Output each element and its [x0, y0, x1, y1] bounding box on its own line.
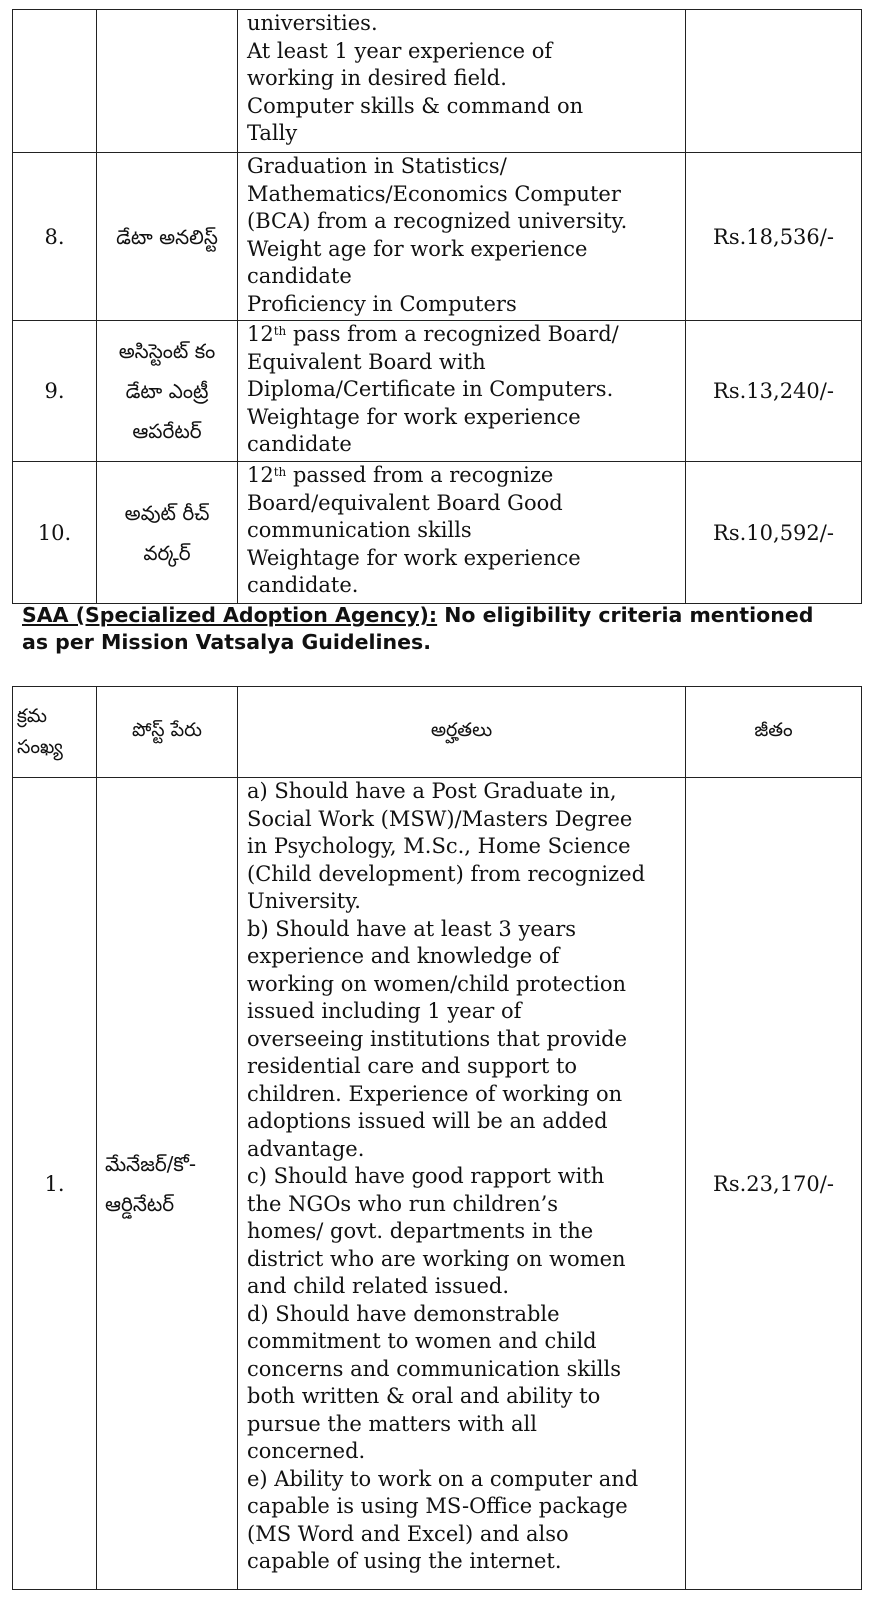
qualification-text: passed from a recognize: [286, 463, 554, 487]
qualification-line: both written & oral and ability to: [247, 1384, 601, 1408]
salary-cell: [686, 10, 862, 153]
qualification-line: a) Should have a Post Graduate in,: [247, 779, 617, 803]
post-name-cell: [97, 778, 238, 1590]
qualification-line: [247, 462, 681, 490]
qualification-line: c) Should have good rapport with: [247, 1164, 605, 1188]
posts-table-continued: [12, 9, 862, 604]
qualification-line: the NGOs who run children’s: [247, 1191, 559, 1216]
header-qualifications: అర్హతలు: [238, 687, 686, 778]
table-row: [13, 462, 862, 604]
qualification-line: universities.: [247, 11, 378, 35]
serial-number-cell: 8.: [13, 153, 97, 321]
qualification-line: Mathematics/Economics Computer: [247, 181, 621, 206]
salary-cell: Rs.10,592/-: [686, 462, 862, 604]
qualification-line: overseeing institutions that provide: [247, 1026, 628, 1051]
qualification-line: candidate: [247, 432, 352, 456]
qualification-line: adoptions issued will be an added: [247, 1109, 608, 1133]
qualification-number: 12: [247, 463, 274, 487]
qualification-line: in Psychology, M.Sc., Home Science: [247, 834, 631, 858]
serial-number-cell: [13, 10, 97, 153]
ordinal-suffix: th: [273, 465, 287, 479]
salary-cell: Rs.13,240/-: [686, 321, 862, 462]
table-row: [13, 153, 862, 321]
qualification-line: b) Should have at least 3 years: [247, 916, 577, 941]
serial-number-cell: 10.: [13, 462, 97, 604]
saa-note: [22, 602, 880, 656]
qualification-line: Graduation in Statistics/: [247, 154, 507, 178]
qualification-line: Weightage for work experience: [247, 404, 581, 429]
qualification-line: e) Ability to work on a computer and: [247, 1466, 639, 1491]
post-name-line: మేనేజర్/కో-: [105, 1151, 197, 1176]
qualification-line: (Child development) from recognized: [247, 861, 646, 886]
table-row: [13, 778, 862, 1590]
qualifications-cell: [238, 321, 686, 462]
qualification-line: Equivalent Board with: [247, 349, 486, 374]
post-name-line: అవుట్ రీచ్: [124, 500, 210, 525]
qualification-line: capable is using MS-Office package: [247, 1494, 628, 1518]
saa-posts-table: [12, 686, 862, 1590]
qualification-line: capable of using the internet.: [247, 1549, 562, 1573]
qualification-line: working in desired field.: [247, 66, 507, 90]
qualification-line: advantage.: [247, 1136, 365, 1161]
qualification-line: and child related issued.: [247, 1274, 510, 1298]
salary-cell: Rs.18,536/-: [686, 153, 862, 321]
qualification-line: Computer skills & command on: [247, 93, 584, 118]
qualification-line: candidate: [247, 264, 352, 288]
post-name-cell: [97, 462, 238, 604]
qualification-line: University.: [247, 889, 361, 913]
header-serial-line: సంఖ్య: [17, 736, 63, 758]
qualification-text: pass from a recognized Board/: [286, 322, 619, 346]
qualifications-cell: [238, 153, 686, 321]
qualification-line: Weightage for work experience: [247, 545, 581, 570]
qualifications-cell: [238, 10, 686, 153]
salary-cell: Rs.23,170/-: [686, 778, 862, 1590]
note-text: No eligibility criteria mentioned: [437, 603, 814, 627]
ordinal-suffix: th: [273, 324, 287, 338]
qualification-line: residential care and support to: [247, 1054, 578, 1078]
qualification-line: Proficiency in Computers: [247, 291, 517, 316]
qualification-line: concerned.: [247, 1439, 366, 1463]
table-header-row: [13, 687, 862, 778]
qualification-line: At least 1 year experience of: [247, 38, 553, 63]
post-name-cell: [97, 10, 238, 153]
header-salary: జీతం: [686, 687, 862, 778]
post-name-line: ఆర్డినేటర్: [105, 1191, 175, 1216]
qualification-line: issued including 1 year of: [247, 999, 522, 1023]
qualification-line: Social Work (MSW)/Masters Degree: [247, 806, 633, 831]
qualification-number: 12: [247, 322, 274, 346]
table-row: [13, 10, 862, 153]
qualifications-cell: [238, 462, 686, 604]
post-name-cell: [97, 321, 238, 462]
qualification-line: Tally: [247, 121, 298, 145]
qualification-line: commitment to women and child: [247, 1329, 597, 1353]
post-name-cell: డేటా అనలిస్ట్: [97, 153, 238, 321]
header-serial-line: క్రమ: [17, 705, 48, 727]
qualification-line: Board/equivalent Board Good: [247, 490, 563, 515]
qualification-line: d) Should have demonstrable: [247, 1301, 560, 1326]
qualification-line: (BCA) from a recognized university.: [247, 209, 628, 233]
qualification-line: candidate.: [247, 573, 359, 597]
qualification-line: children. Experience of working on: [247, 1081, 623, 1106]
qualification-line: homes/ govt. departments in the: [247, 1219, 594, 1243]
table-row: [13, 321, 862, 462]
note-line-2: as per Mission Vatsalya Guidelines.: [22, 630, 432, 654]
header-serial: [13, 687, 97, 778]
qualification-line: [247, 321, 681, 349]
note-heading: SAA (Specialized Adoption Agency):: [22, 603, 438, 627]
note-line-1: [22, 602, 880, 629]
qualification-line: pursue the matters with all: [247, 1411, 537, 1436]
header-post: పోస్ట్ పేరు: [97, 687, 238, 778]
qualification-line: concerns and communication skills: [247, 1356, 622, 1381]
qualification-line: Diploma/Certificate in Computers.: [247, 377, 614, 401]
post-name-line: అసిస్టెంట్ కం: [118, 339, 216, 363]
qualifications-cell: [238, 778, 686, 1590]
serial-number-cell: 1.: [13, 778, 97, 1590]
qualification-line: (MS Word and Excel) and also: [247, 1521, 569, 1546]
qualification-line: Weight age for work experience: [247, 236, 588, 261]
qualification-line: working on women/child protection: [247, 971, 627, 996]
qualification-line: communication skills: [247, 518, 472, 542]
serial-number-cell: 9.: [13, 321, 97, 462]
post-name-line: డేటా ఎంట్రీ: [125, 379, 209, 403]
post-name-line: వర్కర్: [143, 540, 191, 565]
post-name-line: ఆపరేటర్: [132, 419, 202, 443]
qualification-line: experience and knowledge of: [247, 944, 560, 968]
qualification-line: district who are working on women: [247, 1246, 626, 1271]
